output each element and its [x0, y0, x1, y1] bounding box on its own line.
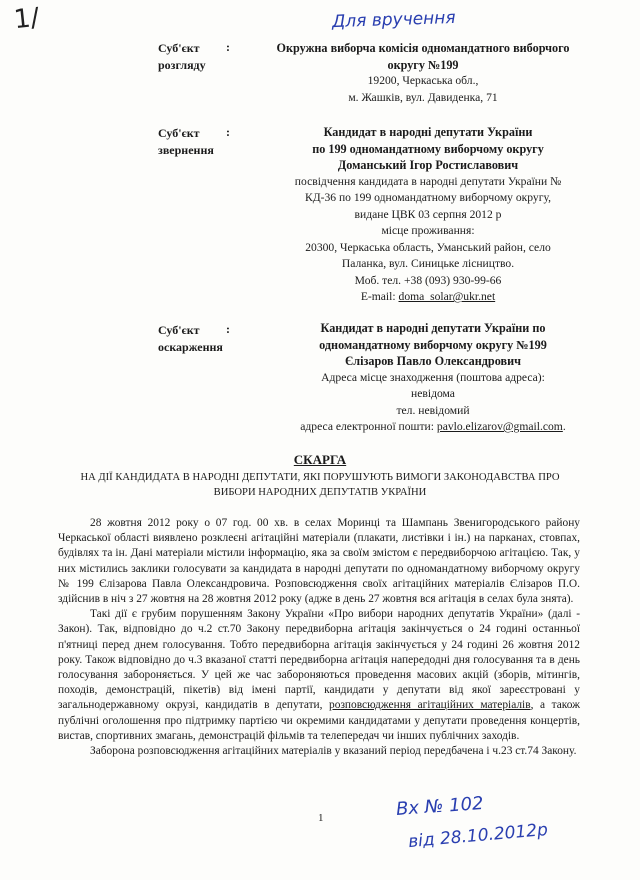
- complaint-subtitle: НА ДІЇ КАНДИДАТА В НАРОДНІ ДЕПУТАТИ, ЯКІ ПОРУШУЮТЬ ВИМОГИ ЗАКОНОДАВСТВА ПРО ВИБОРИ НАРОДНИХ ДЕПУТАТІВ УКРАЇНИ: [80, 472, 560, 498]
- appellant-name: Доманський Ігор Ростиславович: [337, 158, 519, 172]
- top-handwritten-note: Для вручення: [331, 7, 456, 33]
- paragraph-violation: Такі дії є грубим порушенням Закону України «Про вибори народних депутатів України» (далі - Закон). Так, відповідно до ч.2 ст.70 Закону передвиборна агітація закінчується о 24 годині останньої п'ятниці перед днем голосування. Тобто передвиборна агітація закінчується у 24 годині 26 жовтня 2012 року. Також відповідно до ч.3 вказаної статті передвиборна агітація напередодні дня голосування та в день голосування забороняється. У цей же час забороняються проведення масових акцій (зборів, мітингів, походів, демонстрацій, пікетів) від імені партії, кандидати у депутати від якої зареєстровані у загальнодержавному окрузі, кандидатів в депутати, розповсюдження агітаційних матеріалів, а також публічні оголошення про підтримку партією чи окремими кандидатами у депутати проведення концертів, вистав, спортивних змагань, демонстрацій фільмів та телепередач чи інших публічних заходів.: [58, 608, 580, 742]
- corner-handwritten-mark: 1/: [12, 2, 41, 36]
- subject-contest-block: [278, 320, 588, 436]
- appellant-certificate: посвідчення кандидата в народні депутати України №: [294, 174, 562, 188]
- appellant-certificate-date: видане ЦВК 03 серпня 2012 р: [354, 207, 502, 221]
- subject-appeal-label: Суб'єкт звернення: [158, 126, 214, 157]
- appellant-certificate-2: КД-36 по 199 одномандатному виборчому округу,: [304, 191, 552, 204]
- subject-appeal-block: [278, 124, 578, 306]
- subject-contest-label: Суб'єкт оскарження: [158, 323, 223, 354]
- appellant-address-1: 20300, Черкаська область, Уманський район, село: [305, 240, 551, 254]
- subject-review-block: [268, 40, 578, 106]
- complaint-body: [58, 516, 580, 759]
- respondent-phone: тел. невідомий: [396, 403, 470, 417]
- appellant-email-link[interactable]: doma_solar@ukr.net: [398, 290, 496, 303]
- district-number: округу №199: [387, 57, 459, 72]
- paragraph-prohibition: Заборона розповсюдження агітаційних матеріалів у вказаний період передбачена і ч.23 ст.74 Закону.: [90, 745, 577, 758]
- registration-date-handwriting: від 28.10.2012р: [407, 819, 549, 853]
- respondent-address-label: Адреса місце знаходження (поштова адреса):: [321, 370, 545, 384]
- respondent-title: Кандидат в народні депутати України по: [320, 321, 546, 335]
- commission-name: Окружна виборча комісія одномандатного виборчого: [276, 41, 570, 55]
- appellant-email-line: E-mail: doma_solar@ukr.net: [360, 290, 496, 303]
- complaint-title: СКАРГА: [293, 452, 347, 467]
- commission-address-line2: м. Жашків, вул. Давиденка, 71: [348, 90, 498, 104]
- appellant-district: по 199 одномандатному виборчому округу: [312, 141, 544, 156]
- respondent-email-link[interactable]: pavlo.elizarov@gmail.com: [436, 420, 563, 433]
- registration-number-handwriting: Вх № 102: [395, 792, 485, 821]
- page-number: 1: [318, 812, 324, 824]
- respondent-email-line: адреса електронної пошти: pavlo.elizarov@gmail.com.: [300, 420, 566, 433]
- paragraph-facts: 28 жовтня 2012 року о 07 год. 00 хв. в селах Моринці та Шампань Звенигородського району Черкаської області виявлено розклеєні агітаційні матеріали (плакати, листівки і ін.) на парканах, стовпах, будівлях та ін. Дані матеріали містили інформацію, яка за своїм змістом є передвиборчою агітацією. Так, у них містились заклики голосувати за кандидата в народні депутати по одномандатному виборчому округу № 199 Єлізарова Павла Олександровича. Розповсюдження своїх агітаційних матеріалів Єлізаров П.О. здійснив в ніч з 27 жовтня на 28 жовтня 2012 року (адже в день 27 жовтня вся агітація в селах була знята).: [58, 517, 580, 606]
- subject-appeal-colon: :: [226, 125, 230, 139]
- respondent-address: невідома: [411, 387, 455, 400]
- subject-review-colon: :: [226, 40, 230, 54]
- respondent-name: Єлізаров Павло Олександрович: [345, 354, 521, 368]
- subject-contest-colon: :: [226, 322, 230, 336]
- commission-address-line1: 19200, Черкаська обл.,: [367, 74, 479, 87]
- respondent-district: одномандатному виборчому округу №199: [319, 337, 547, 352]
- underlined-phrase: розповсюдження агітаційних матеріалів: [329, 699, 531, 712]
- appellant-title: Кандидат в народні депутати України: [323, 125, 533, 139]
- appellant-address-2: Паланка, вул. Синицьке лісництво.: [341, 257, 515, 270]
- appellant-phone: Моб. тел. +38 (093) 930-99-66: [354, 273, 502, 287]
- subject-review-label: Суб'єкт розгляду: [158, 41, 206, 72]
- appellant-residence-label: місце проживання:: [381, 224, 475, 237]
